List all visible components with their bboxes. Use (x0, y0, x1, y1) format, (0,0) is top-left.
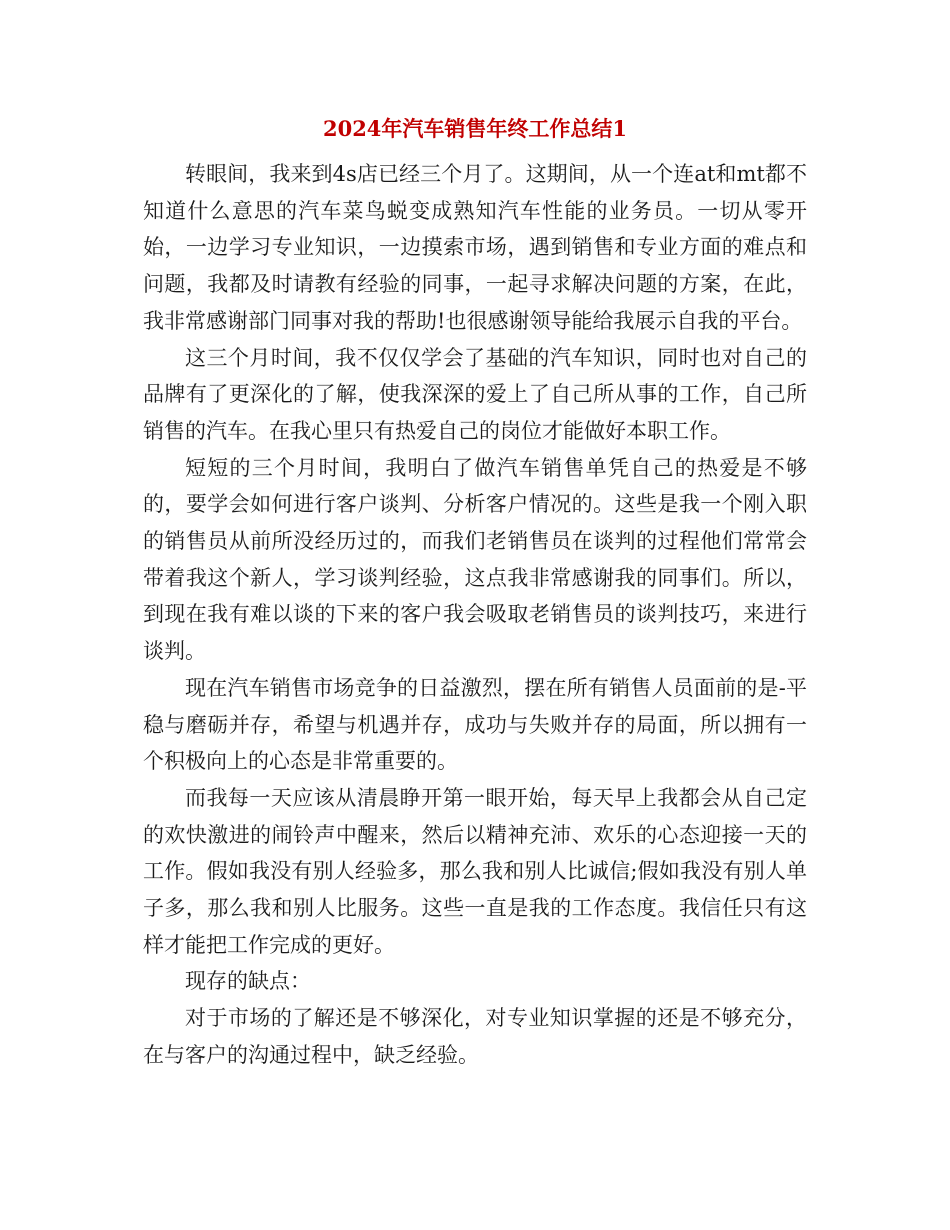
document-body (143, 156, 807, 1074)
document-title: 2024年汽车销售年终工作总结1 (322, 116, 628, 141)
paragraph-3: 短短的三个月时间，我明白了做汽车销售单凭自己的热爱是不够的，要学会如何进行客户谈判、分析客户情况的。这些是我一个刚入职的销售员从前所没经历过的，而我们老销售员在谈判的过程他们常常会带着我这个新人，学习谈判经验，这点我非常感谢我的同事们。所以，到现在我有难以谈的下来的客户我会吸取老销售员的谈判技巧，来进行谈判。 (143, 455, 807, 664)
paragraph-7: 对于市场的了解还是不够深化，对专业知识掌握的还是不够充分，在与客户的沟通过程中，缺乏经验。 (143, 1006, 807, 1067)
paragraph-4: 现在汽车销售市场竞争的日益激烈，摆在所有销售人员面前的是-平稳与磨砺并存，希望与机遇并存，成功与失败并存的局面，所以拥有一个积极向上的心态是非常重要的。 (143, 675, 807, 774)
paragraph-1: 转眼间，我来到4s店已经三个月了。这期间，从一个连at和mt都不知道什么意思的汽车菜鸟蜕变成熟知汽车性能的业务员。一切从零开始，一边学习专业知识，一边摸索市场，遇到销售和专业方面的难点和问题，我都及时请教有经验的同事，一起寻求解决问题的方案，在此，我非常感谢部门同事对我的帮助!也很感谢领导能给我展示自我的平台。 (143, 162, 807, 333)
paragraph-2: 这三个月时间，我不仅仅学会了基础的汽车知识，同时也对自己的品牌有了更深化的了解，使我深深的爱上了自己所从事的工作，自己所销售的汽车。在我心里只有热爱自己的岗位才能做好本职工作。 (143, 345, 807, 443)
paragraph-5: 而我每一天应该从清晨睁开第一眼开始，每天早上我都会从自己定的欢快激进的闹铃声中醒来，然后以精神充沛、欢乐的心态迎接一天的工作。假如我没有别人经验多，那么我和别人比诚信;假如我没有别人单子多，那么我和别人比服务。这些一直是我的工作态度。我信任只有这样才能把工作完成的更好。 (143, 785, 807, 957)
paragraph-6: 现存的缺点： (185, 969, 311, 994)
